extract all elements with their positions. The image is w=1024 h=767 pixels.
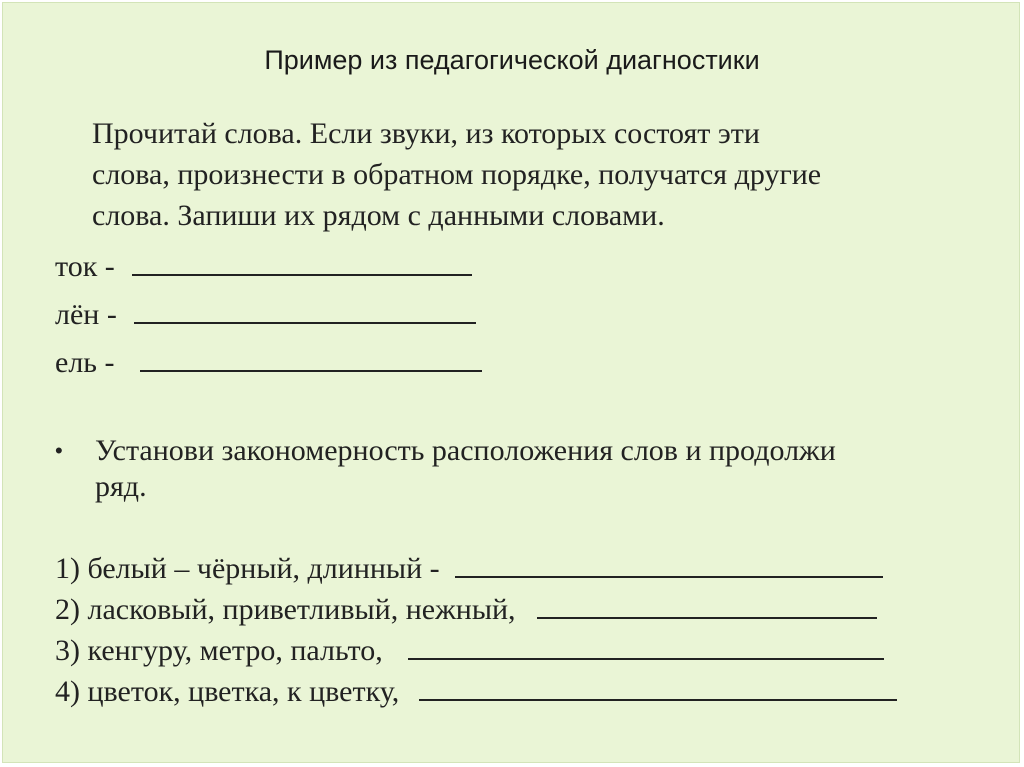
series-label: 1) белый – чёрный, длинный - — [55, 552, 440, 585]
word-label: ель - — [55, 346, 115, 379]
slide-title: Пример из педагогической диагностики — [264, 45, 760, 75]
word-label: ток - — [55, 250, 115, 283]
word-item-lyon — [55, 296, 476, 332]
word-item-el — [55, 344, 482, 380]
series-item-3 — [55, 632, 884, 668]
slide — [2, 2, 1020, 763]
series-label: 4) цветок, цветка, к цветку, — [55, 675, 400, 708]
series-label: 2) ласковый, приветливый, нежный, — [55, 593, 516, 626]
instruction-line: Установи закономерность расположения слов и продолжи — [95, 434, 836, 467]
instruction-line: ряд. — [95, 470, 147, 503]
answer-blank[interactable] — [537, 591, 877, 619]
answer-blank[interactable] — [132, 248, 472, 276]
task-instruction — [92, 113, 821, 236]
series-label: 3) кенгуру, метро, пальто, — [55, 634, 383, 667]
instruction-line: слова. Запиши их рядом с данными словами. — [92, 199, 665, 232]
answer-blank[interactable] — [419, 673, 897, 701]
word-label: лён - — [55, 298, 117, 331]
series-item-2 — [55, 591, 877, 627]
answer-blank[interactable] — [455, 550, 883, 578]
bullet-marker: • — [55, 438, 63, 463]
series-item-4 — [55, 673, 897, 709]
answer-blank[interactable] — [140, 344, 482, 372]
pattern-instruction — [95, 433, 836, 505]
instruction-line: Прочитай слова. Если звуки, из которых состоят эти — [92, 117, 760, 150]
answer-blank[interactable] — [134, 296, 476, 324]
word-item-tok — [55, 248, 472, 284]
series-item-1 — [55, 550, 883, 586]
answer-blank[interactable] — [408, 632, 884, 660]
instruction-line: слова, произнести в обратном порядке, получатся другие — [92, 158, 822, 191]
